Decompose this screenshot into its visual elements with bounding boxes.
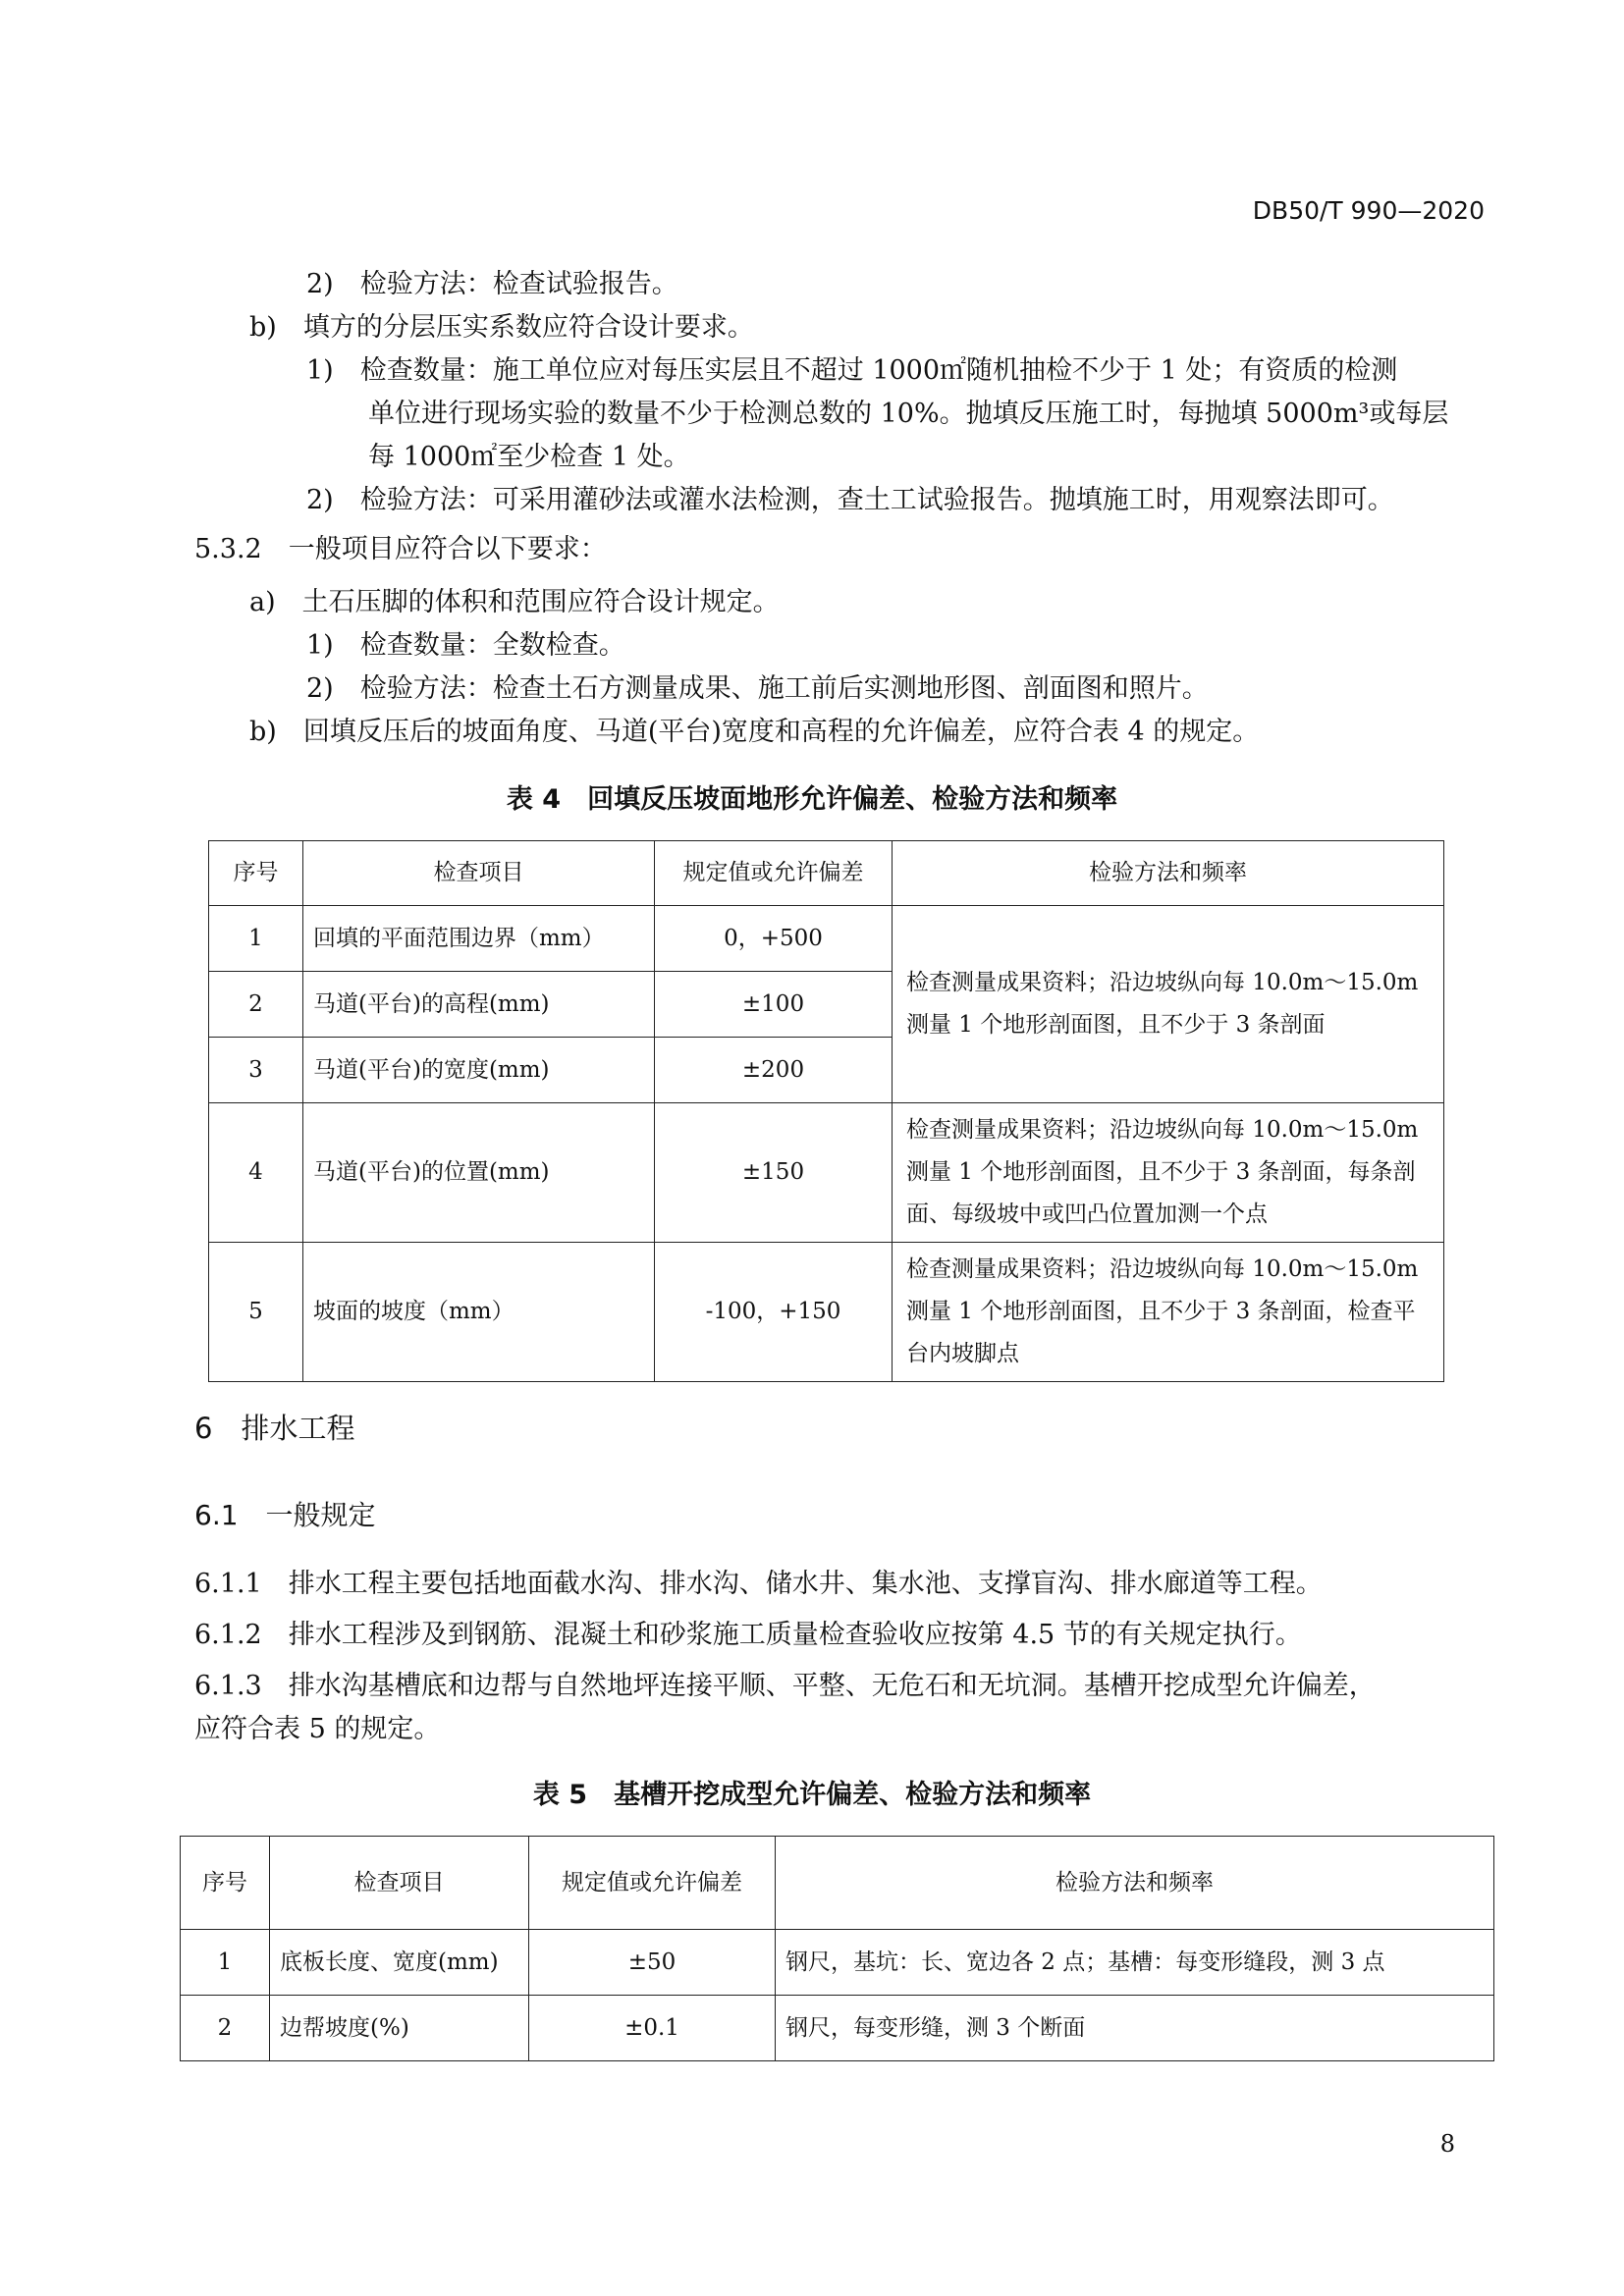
page-number: 8 xyxy=(1439,2130,1455,2158)
allowed-value: ±100 xyxy=(655,972,893,1038)
row-number: 4 xyxy=(209,1103,303,1243)
check-item: 马道(平台)的宽度(mm) xyxy=(303,1038,655,1103)
table-row xyxy=(181,1996,1494,2061)
document-code: DB50/T 990—2020 xyxy=(1252,196,1485,225)
check-method: 检查测量成果资料；沿边坡纵向每 10.0m～15.0m 测量 1 个地形剖面图，且不少于 3 条剖面 xyxy=(893,906,1444,1103)
check-item: 马道(平台)的高程(mm) xyxy=(303,972,655,1038)
check-method: 检查测量成果资料；沿边坡纵向每 10.0m～15.0m 测量 1 个地形剖面图，且不少于 3 条剖面，每条剖面、每级坡中或凹凸位置加测一个点 xyxy=(893,1103,1444,1243)
table5-caption: 表 5 基槽开挖成型允许偏差、检验方法和频率 xyxy=(532,1780,1092,1810)
item-a1: 1) 检查数量：全数检查。 xyxy=(306,630,625,661)
section-6-heading: 6 排水工程 xyxy=(194,1412,355,1445)
clause-612: 6.1.2 排水工程涉及到钢筋、混凝土和砂浆施工质量检查验收应按第 4.5 节的有关规定执行。 xyxy=(194,1620,1302,1650)
row-number: 2 xyxy=(181,1996,270,2061)
table5 xyxy=(180,1836,1494,2061)
table-row xyxy=(181,1930,1494,1996)
table4 xyxy=(208,840,1444,1382)
table-row xyxy=(209,1103,1444,1243)
table4-header-row xyxy=(209,841,1444,906)
table-row xyxy=(209,1243,1444,1382)
row-number: 1 xyxy=(181,1930,270,1996)
table-header: 规定值或允许偏差 xyxy=(655,841,893,906)
allowed-value: ±50 xyxy=(529,1930,776,1996)
table5-header-row xyxy=(181,1837,1494,1930)
check-method: 检查测量成果资料；沿边坡纵向每 10.0m～15.0m 测量 1 个地形剖面图，且不少于 3 条剖面，检查平台内坡脚点 xyxy=(893,1243,1444,1382)
check-item: 马道(平台)的位置(mm) xyxy=(303,1103,655,1243)
check-item: 回填的平面范围边界（mm） xyxy=(303,906,655,972)
allowed-value: ±150 xyxy=(655,1103,893,1243)
table-header: 检验方法和频率 xyxy=(893,841,1444,906)
clause-613-line2: 应符合表 5 的规定。 xyxy=(194,1714,441,1744)
clause-532-heading: 5.3.2 一般项目应符合以下要求： xyxy=(194,534,607,564)
item-b-532: b) 回填反压后的坡面角度、马道(平台)宽度和高程的允许偏差，应符合表 4 的规定。 xyxy=(249,717,1260,747)
row-number: 5 xyxy=(209,1243,303,1382)
check-item: 底板长度、宽度(mm) xyxy=(270,1930,529,1996)
clause-613-line1: 6.1.3 排水沟基槽底和边帮与自然地坪连接平顺、平整、无危石和无坑洞。基槽开挖成型允许偏差， xyxy=(194,1671,1376,1701)
allowed-value: ±200 xyxy=(655,1038,893,1103)
item-b1-line1: 1) 检查数量：施工单位应对每压实层且不超过 1000㎡随机抽检不少于 1 处；有资质的检测 xyxy=(306,355,1398,386)
item-2-method: 2) 检验方法：检查试验报告。 xyxy=(306,269,678,299)
table-header: 规定值或允许偏差 xyxy=(529,1837,776,1930)
allowed-value: -100，+150 xyxy=(655,1243,893,1382)
allowed-value: 0，+500 xyxy=(655,906,893,972)
table-header: 序号 xyxy=(209,841,303,906)
row-number: 2 xyxy=(209,972,303,1038)
row-number: 1 xyxy=(209,906,303,972)
allowed-value: ±0.1 xyxy=(529,1996,776,2061)
table-header: 检查项目 xyxy=(303,841,655,906)
clause-611: 6.1.1 排水工程主要包括地面截水沟、排水沟、储水井、集水池、支撑盲沟、排水廊道等工程。 xyxy=(194,1569,1323,1599)
item-b: b) 填方的分层压实系数应符合设计要求。 xyxy=(249,312,754,343)
table-row xyxy=(209,906,1444,972)
item-b1-line2: 单位进行现场实验的数量不少于检测总数的 10%。抛填反压施工时，每抛填 5000m³或每层 xyxy=(368,399,1449,429)
item-a2: 2) 检验方法：检查土石方测量成果、施工前后实测地形图、剖面图和照片。 xyxy=(306,673,1209,704)
check-item: 坡面的坡度（mm） xyxy=(303,1243,655,1382)
table-header: 检查项目 xyxy=(270,1837,529,1930)
table-header: 检验方法和频率 xyxy=(776,1837,1494,1930)
table-header: 序号 xyxy=(181,1837,270,1930)
check-item: 边帮坡度(%) xyxy=(270,1996,529,2061)
row-number: 3 xyxy=(209,1038,303,1103)
item-b1-line3: 每 1000㎡至少检查 1 处。 xyxy=(368,442,690,472)
item-a: a) 土石压脚的体积和范围应符合设计规定。 xyxy=(249,587,780,617)
check-method: 钢尺，基坑：长、宽边各 2 点；基槽：每变形缝段，测 3 点 xyxy=(776,1930,1494,1996)
item-b2: 2) 检验方法：可采用灌砂法或灌水法检测，查土工试验报告。抛填施工时，用观察法即可。 xyxy=(306,485,1394,515)
section-61-heading: 6.1 一般规定 xyxy=(194,1499,376,1531)
table4-caption: 表 4 回填反压坡面地形允许偏差、检验方法和频率 xyxy=(506,784,1118,815)
check-method: 钢尺，每变形缝，测 3 个断面 xyxy=(776,1996,1494,2061)
